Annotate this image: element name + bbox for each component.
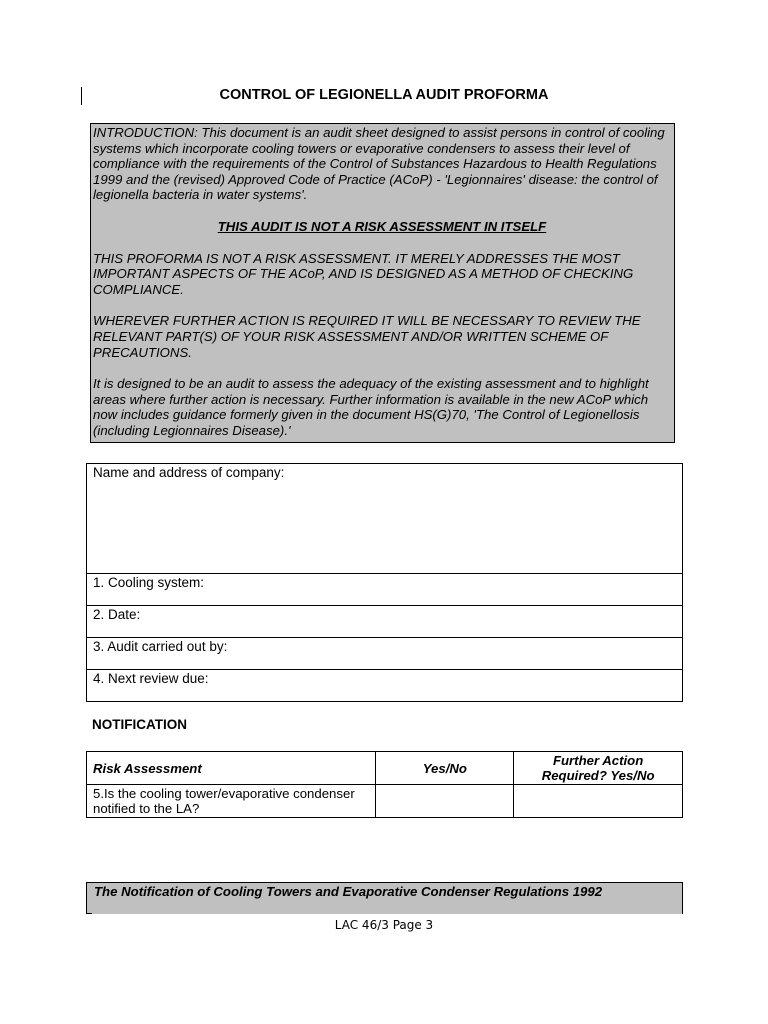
question-cell: 5.Is the cooling tower/evaporative condenser notified to the LA?	[87, 785, 376, 818]
intro-paragraph: INTRODUCTION: This document is an audit sheet designed to assist persons in control of cooling systems which incorporate cooling towers or evaporative condensers to assess their level of compliance with the requirements of the Control of Substances Hazardous to Health Regulations 1999 and the (revised) Approved Code of Practice (ACoP) - 'Legionnaires' disease: the control of legionella bacteria in water systems'.	[93, 125, 665, 203]
page-footer: LAC 46/3 Page 3	[334, 918, 434, 932]
next-review-label: 4. Next review due:	[93, 671, 209, 686]
table-row	[87, 785, 683, 818]
date-label: 2. Date:	[93, 607, 141, 622]
table-row	[87, 670, 683, 702]
notification-heading: NOTIFICATION	[92, 717, 187, 732]
notification-table	[86, 751, 683, 818]
introduction-box	[90, 123, 675, 443]
audit-by-label: 3. Audit carried out by:	[93, 639, 228, 654]
intro-paragraph: It is designed to be an audit to assess the adequacy of the existing assessment and to highlight areas where further action is necessary. Further information is available in the new ACoP which now includes guidance formerly given in the document HS(G)70, 'The Control of Legionellosis (including Legionnaires Disease).'	[93, 376, 649, 438]
column-header-yes-no: Yes/No	[376, 752, 514, 785]
table-row	[87, 606, 683, 638]
column-header-risk-assessment: Risk Assessment	[87, 752, 376, 785]
next-review-field[interactable]	[87, 670, 683, 702]
company-field[interactable]	[87, 464, 683, 574]
intro-heading: THIS AUDIT IS NOT A RISK ASSESSMENT IN ITSELF	[217, 218, 547, 234]
border-tick	[86, 913, 92, 914]
yes-no-cell[interactable]	[376, 785, 514, 818]
table-row	[87, 574, 683, 606]
regulations-heading: The Notification of Cooling Towers and Evaporative Condenser Regulations 1992	[86, 882, 683, 914]
page-title: CONTROL OF LEGIONELLA AUDIT PROFORMA	[219, 87, 549, 103]
intro-paragraph: WHEREVER FURTHER ACTION IS REQUIRED IT WILL BE NECESSARY TO REVIEW THE RELEVANT PART(S) OF YOUR RISK ASSESSMENT AND/OR WRITTEN SCHEME OF PRECAUTIONS.	[93, 313, 641, 360]
further-action-cell[interactable]	[514, 785, 683, 818]
date-field[interactable]	[87, 606, 683, 638]
column-header-further-action: Further Action Required? Yes/No	[514, 752, 683, 785]
table-row	[87, 464, 683, 574]
table-row	[87, 638, 683, 670]
cooling-system-field[interactable]	[87, 574, 683, 606]
intro-paragraph: THIS PROFORMA IS NOT A RISK ASSESSMENT. IT MERELY ADDRESSES THE MOST IMPORTANT ASPECTS OF THE ACoP, AND IS DESIGNED AS A METHOD OF CHECKING COMPLIANCE.	[93, 250, 634, 297]
cooling-system-label: 1. Cooling system:	[93, 575, 205, 590]
company-info-table	[86, 463, 683, 702]
company-label: Name and address of company:	[93, 465, 285, 480]
table-header-row	[87, 752, 683, 785]
audit-by-field[interactable]	[87, 638, 683, 670]
